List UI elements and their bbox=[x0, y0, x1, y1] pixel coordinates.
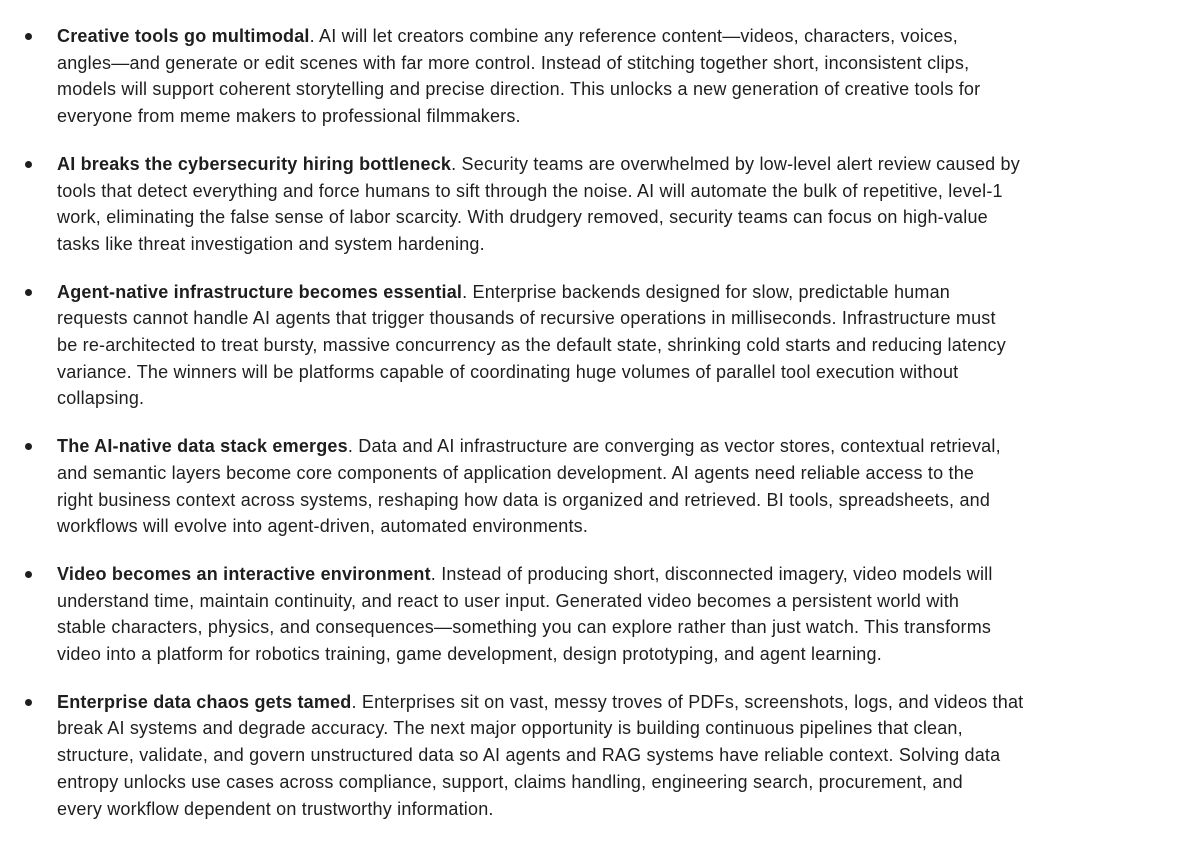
bullet-body-line: angles—and generate or edit scenes with far more control. Instead of stitching together short, inconsistent clips, bbox=[57, 52, 970, 73]
bullet-icon bbox=[25, 161, 32, 168]
bullet-body-line: requests cannot handle AI agents that trigger thousands of recursive operations in milliseconds. Infrastructure must bbox=[57, 308, 996, 329]
text-line bbox=[57, 359, 1180, 386]
bullet-body-line: be re-architected to treat bursty, massive concurrency as the default state, shrinking cold starts and reducing latency bbox=[57, 335, 1006, 356]
text-line bbox=[57, 305, 1180, 332]
bullet-item bbox=[0, 689, 1180, 823]
bullet-item bbox=[0, 433, 1180, 540]
text-line bbox=[57, 178, 1180, 205]
bullet-body-line: understand time, maintain continuity, and react to user input. Generated video becomes a persistent world with bbox=[57, 590, 960, 611]
text-line bbox=[57, 279, 1180, 306]
text-line bbox=[57, 742, 1180, 769]
bullet-item bbox=[0, 23, 1180, 130]
text-line bbox=[57, 796, 1180, 823]
text-line bbox=[57, 588, 1180, 615]
bullet-body-line: collapsing. bbox=[57, 388, 145, 409]
text-line bbox=[57, 23, 1180, 50]
bullet-body-line: tools that detect everything and force humans to sift through the noise. AI will automate the bulk of repetitive, level-1 bbox=[57, 180, 1003, 201]
bullet-body-line: . AI will let creators combine any reference content—videos, characters, voices, bbox=[309, 26, 958, 46]
bullet-body-line: tasks like threat investigation and system hardening. bbox=[57, 233, 485, 254]
text-line bbox=[57, 769, 1180, 796]
bullet-title: Creative tools go multimodal bbox=[57, 26, 310, 46]
text-line bbox=[57, 204, 1180, 231]
bullet-body-line: right business context across systems, reshaping how data is organized and retrieved. BI tools, spreadsheets, and bbox=[57, 489, 991, 510]
bullet-body-line: . Enterprises sit on vast, messy troves of PDFs, screenshots, logs, and videos that bbox=[351, 691, 1024, 712]
text-line bbox=[57, 50, 1180, 77]
bullet-title: The AI-native data stack emerges bbox=[57, 436, 348, 457]
bullet-icon bbox=[25, 699, 32, 706]
bullet-icon bbox=[25, 289, 32, 296]
bullet-body-line: video into a platform for robotics training, game development, design prototyping, and agent learning. bbox=[57, 644, 882, 665]
text-line bbox=[57, 614, 1180, 641]
text-line bbox=[57, 487, 1180, 514]
text-line bbox=[57, 641, 1180, 668]
text-line bbox=[57, 76, 1180, 103]
bullet-body-line: everyone from meme makers to professional filmmakers. bbox=[57, 106, 521, 127]
bullet-body-line: every workflow dependent on trustworthy information. bbox=[57, 798, 494, 819]
bullet-body-line: and semantic layers become core components of application development. AI agents need reliable access to the bbox=[57, 462, 975, 483]
text-line bbox=[57, 689, 1180, 716]
bullet-icon bbox=[25, 443, 32, 450]
bullet-icon bbox=[25, 33, 32, 40]
bullet-body-line: models will support coherent storytelling and precise direction. This unlocks a new generation of creative tools for bbox=[57, 79, 981, 100]
bullet-body-line: break AI systems and degrade accuracy. The next major opportunity is building continuous pipelines that clean, bbox=[57, 718, 963, 739]
text-line bbox=[57, 513, 1180, 540]
bullet-title: Enterprise data chaos gets tamed bbox=[57, 691, 352, 712]
bullet-body-line: variance. The winners will be platforms capable of coordinating huge volumes of parallel tool execution without bbox=[57, 361, 959, 382]
bullet-body-line: entropy unlocks use cases across compliance, support, claims handling, engineering search, procurement, and bbox=[57, 771, 963, 792]
bullet-body-line: . Enterprise backends designed for slow, predictable human bbox=[462, 281, 951, 302]
bullet-body-line: . Instead of producing short, disconnected imagery, video models will bbox=[430, 563, 993, 584]
text-line bbox=[57, 231, 1180, 258]
bullet-body-line: . Data and AI infrastructure are converging as vector stores, contextual retrieval, bbox=[347, 436, 1001, 457]
bullet-item bbox=[0, 151, 1180, 258]
bullet-body-line: work, eliminating the false sense of labor scarcity. With drudgery removed, security teams can focus on high-value bbox=[57, 207, 988, 228]
text-line bbox=[57, 151, 1180, 178]
bullet-title: AI breaks the cybersecurity hiring bottleneck bbox=[57, 153, 452, 174]
bullet-body-line: structure, validate, and govern unstructured data so AI agents and RAG systems have reliable context. Solving data bbox=[57, 745, 1001, 766]
bullet-title: Video becomes an interactive environment bbox=[57, 563, 431, 584]
text-line bbox=[57, 433, 1180, 460]
text-line bbox=[57, 715, 1180, 742]
bullet-item bbox=[0, 279, 1180, 413]
text-line bbox=[57, 561, 1180, 588]
bullet-body-line: workflows will evolve into agent-driven, automated environments. bbox=[57, 516, 589, 537]
bullet-body-line: stable characters, physics, and consequences—something you can explore rather than just watch. This transforms bbox=[57, 617, 992, 638]
bullet-item bbox=[0, 561, 1180, 668]
bullet-icon bbox=[25, 571, 32, 578]
text-line bbox=[57, 103, 1180, 130]
bullet-title: Agent-native infrastructure becomes essential bbox=[57, 281, 463, 302]
bullet-body-line: . Security teams are overwhelmed by low-level alert review caused by bbox=[451, 153, 1020, 174]
text-line bbox=[57, 385, 1180, 412]
text-line bbox=[57, 460, 1180, 487]
text-line bbox=[57, 332, 1180, 359]
